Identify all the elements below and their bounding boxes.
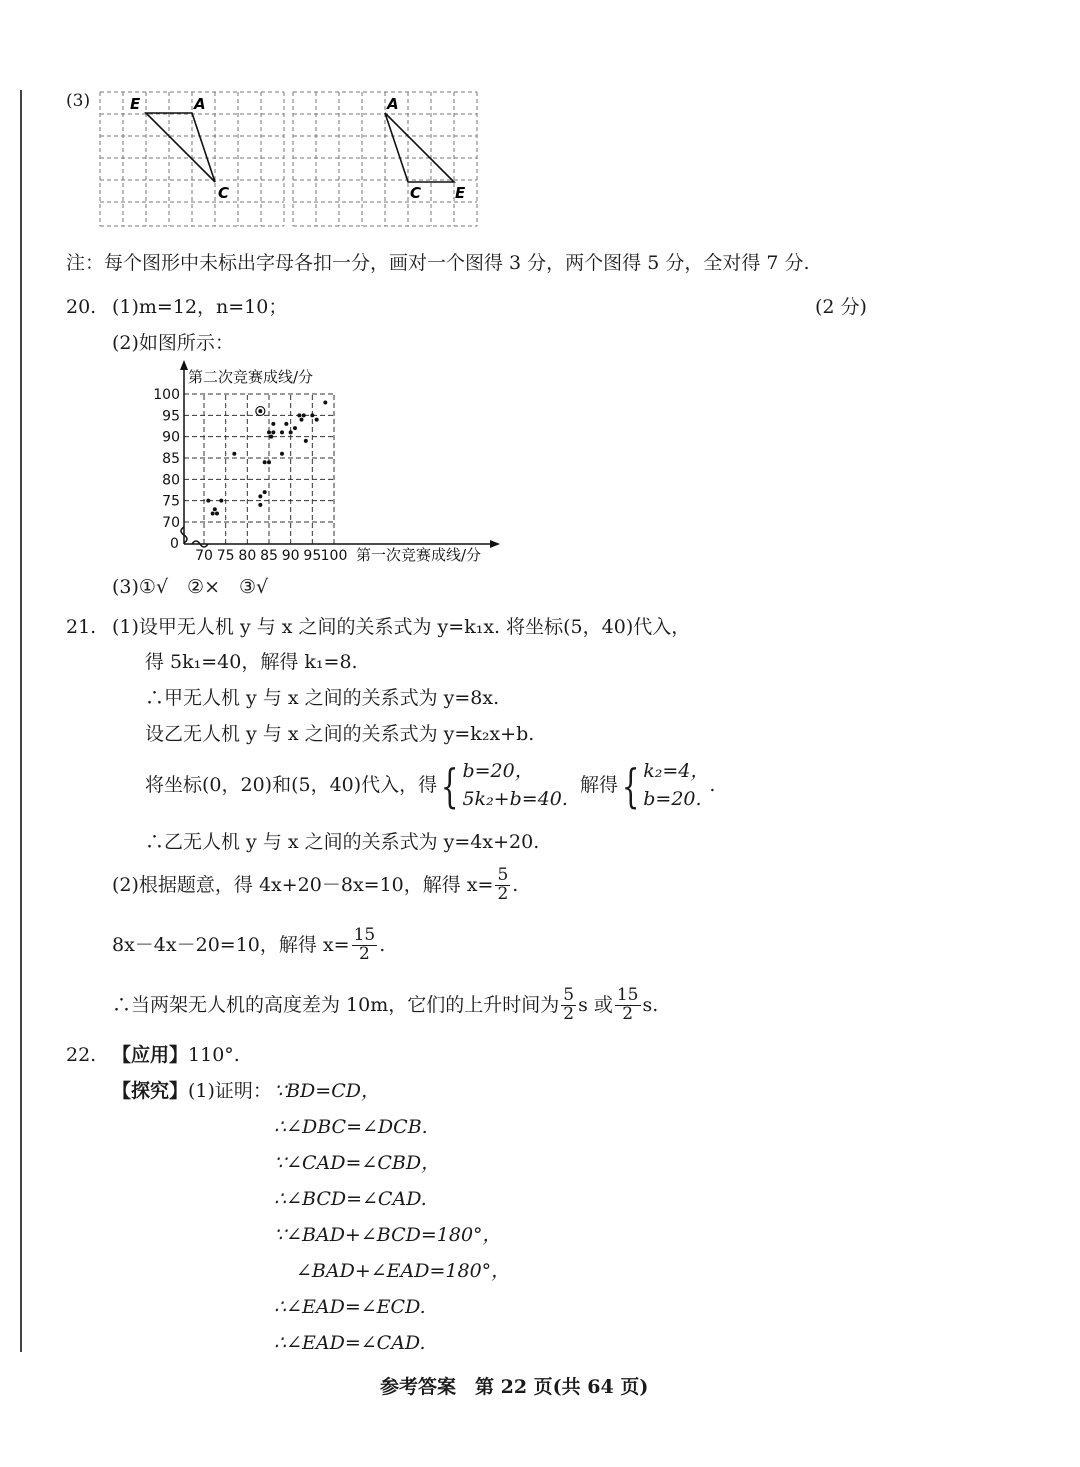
q19-figure-2 xyxy=(291,90,479,230)
x-axis-arrow xyxy=(490,540,500,548)
fraction-15-2-b: $\frac{15}{2}$ xyxy=(616,985,639,1024)
y-axis-arrow xyxy=(180,360,188,370)
q21-line7-post: . xyxy=(512,873,519,896)
data-point-15 xyxy=(271,430,275,434)
label-e2: E xyxy=(455,184,466,202)
q21-line7-pre: (2)根据题意，得 4x+20－8x=10，解得 x= xyxy=(112,873,494,896)
q21-line5-pre: 将坐标(0，20)和(5，40)代入，得 xyxy=(145,774,438,797)
margin-rule xyxy=(20,90,22,1352)
triangle-eac xyxy=(146,113,215,182)
chart-title: 第二次竞赛成线/分 xyxy=(188,368,314,386)
x-tick-85: 85 xyxy=(260,548,278,564)
x-tick-100: 100 xyxy=(320,548,348,564)
q21-line1: (1)设甲无人机 y 与 x 之间的关系式为 y=k₁x. 将坐标(5，40)代入， xyxy=(112,616,691,638)
data-point-13 xyxy=(267,430,271,434)
chart-origin: 0 xyxy=(170,536,179,552)
q20-number: 20. xyxy=(66,296,97,318)
q21-line5-mid: 解得 xyxy=(579,774,618,797)
y-tick-85: 85 xyxy=(162,451,180,467)
data-point-20 xyxy=(289,430,293,434)
data-point-7 xyxy=(258,409,262,413)
x-tick-95: 95 xyxy=(303,548,322,564)
data-point-14 xyxy=(269,435,273,439)
q21-line4: 设乙无人机 y 与 x 之间的关系式为 y=k₂x+b. xyxy=(145,723,535,745)
data-point-9 xyxy=(258,503,262,507)
data-point-26 xyxy=(310,413,314,417)
data-point-12 xyxy=(267,460,271,464)
triangle-ace xyxy=(385,113,454,182)
q21-line6: ∴乙无人机 y 与 x 之间的关系式为 y=4x+20. xyxy=(145,831,540,853)
q21-line5 xyxy=(145,758,715,813)
data-point-23 xyxy=(300,418,304,422)
label-c2: C xyxy=(410,184,422,202)
chart-xlabel: 第一次竞赛成线/分 xyxy=(356,546,482,564)
q19-part-label: (3) xyxy=(66,91,91,111)
apply-value: 110°. xyxy=(188,1044,240,1066)
q21-line9-mid: s 或 xyxy=(578,993,613,1016)
data-point-3 xyxy=(213,507,217,511)
label-a: A xyxy=(194,95,206,113)
y-tick-95: 95 xyxy=(162,408,180,425)
data-point-24 xyxy=(302,413,306,417)
proof-line-2: ∴∠DBC=∠DCB. xyxy=(274,1116,428,1138)
q22-apply xyxy=(112,1046,240,1065)
system-1-eq2: 5k₂+b=40. xyxy=(462,787,568,810)
data-point-10 xyxy=(263,490,267,494)
proof-line-1: ∵BD=CD， xyxy=(274,1080,380,1102)
system-1-eq1: b=20， xyxy=(462,760,534,782)
data-point-27 xyxy=(315,418,319,422)
proof-line-4: ∴∠BCD=∠CAD. xyxy=(274,1188,427,1210)
y-tick-70: 70 xyxy=(162,515,180,531)
y-tick-80: 80 xyxy=(162,472,180,489)
data-point-2 xyxy=(211,511,215,515)
data-point-1 xyxy=(206,499,210,503)
label-a2: A xyxy=(387,95,399,113)
apply-tag: 【应用】 xyxy=(112,1044,189,1066)
system-2 xyxy=(643,758,709,813)
q20-part3: (3)①√ ②× ③√ xyxy=(112,576,269,598)
q21-line8 xyxy=(112,927,385,964)
explore-pre: (1)证明： xyxy=(188,1080,272,1102)
proof-line-6: ∠BAD+∠EAD=180°， xyxy=(296,1260,511,1282)
data-point-6 xyxy=(232,452,236,456)
system-2-eq2: b=20. xyxy=(643,787,702,810)
q21-line9-post: s. xyxy=(642,993,659,1016)
data-point-17 xyxy=(280,430,284,434)
data-point-4 xyxy=(215,511,219,515)
y-tick-75: 75 xyxy=(162,493,180,510)
page-footer: 参考答案 第 22 页(共 64 页) xyxy=(380,1376,649,1398)
data-point-19 xyxy=(284,422,288,426)
q22-number: 22. xyxy=(66,1044,97,1066)
data-point-8 xyxy=(258,494,262,498)
q21-line2: 得 5k₁=40，解得 k₁=8. xyxy=(145,651,358,673)
q20-part1: (1)m=12，n=10； xyxy=(112,296,288,318)
data-point-25 xyxy=(304,439,308,443)
x-tick-70: 70 xyxy=(195,548,213,564)
q19-figure-1 xyxy=(98,90,286,230)
q20-part1-score: (2 分) xyxy=(815,296,867,318)
y-tick-90: 90 xyxy=(162,429,180,446)
proof-line-7: ∴∠EAD=∠ECD. xyxy=(274,1296,426,1318)
explore-tag: 【探究】 xyxy=(112,1080,189,1102)
proof-line-8: ∴∠EAD=∠CAD. xyxy=(274,1332,426,1354)
label-c: C xyxy=(218,184,230,202)
data-point-5 xyxy=(219,499,223,503)
data-point-18 xyxy=(280,452,284,456)
system-2-eq1: k₂=4， xyxy=(643,760,710,782)
q20-part2: (2)如图所示： xyxy=(112,332,234,354)
label-e: E xyxy=(130,95,141,113)
data-point-11 xyxy=(263,460,267,464)
q21-line8-post: . xyxy=(379,933,386,956)
q21-line9 xyxy=(112,987,658,1024)
proof-line-5: ∵∠BAD+∠BCD=180°， xyxy=(274,1224,502,1246)
brace-left-1: { xyxy=(441,758,459,813)
q21-line7 xyxy=(112,867,518,904)
data-point-28 xyxy=(323,401,327,405)
x-tick-90: 90 xyxy=(281,548,300,564)
q22-explore xyxy=(112,1082,272,1101)
fraction-5-2-b: $\frac{5}{2}$ xyxy=(563,985,575,1024)
grid-lines-2 xyxy=(293,92,477,226)
q21-number: 21. xyxy=(66,616,97,638)
y-tick-100: 100 xyxy=(153,387,180,403)
data-point-16 xyxy=(271,422,275,426)
fraction-5-2-a: $\frac{5}{2}$ xyxy=(497,865,509,904)
q21-line3: ∴甲无人机 y 与 x 之间的关系式为 y=8x. xyxy=(145,687,500,709)
q21-line8-pre: 8x－4x－20=10，解得 x= xyxy=(112,933,350,956)
q21-line9-pre: ∴当两架无人机的高度差为 10m，它们的上升时间为 xyxy=(112,993,560,1016)
proof-line-3: ∵∠CAD=∠CBD， xyxy=(274,1152,441,1174)
brace-left-2: { xyxy=(621,758,640,813)
q19-note: 注：每个图形中未标出字母各扣一分，画对一个图得 3 分，两个图得 5 分，全对得 7 分. xyxy=(66,252,810,274)
data-point-22 xyxy=(297,413,301,417)
scatter-chart xyxy=(150,362,520,570)
x-tick-80: 80 xyxy=(238,548,257,564)
data-point-21 xyxy=(293,426,297,430)
x-tick-75: 75 xyxy=(216,548,235,564)
q21-line5-post: . xyxy=(709,774,716,797)
fraction-15-2-a: $\frac{15}{2}$ xyxy=(353,925,376,964)
system-1 xyxy=(462,758,567,813)
